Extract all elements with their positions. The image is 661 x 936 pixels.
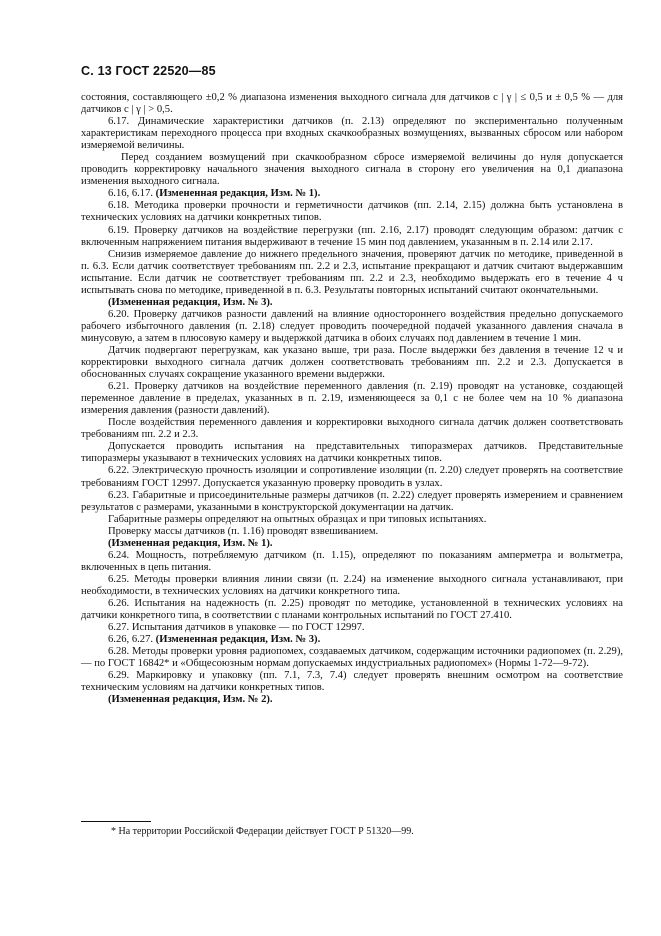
paragraph: 6.21. Проверку датчиков на воздействие переменного давления (п. 2.19) проводят на установке, создающей переменное давление в пределах, указанных в п. 2.19, изменяющееся за 0,1 с не более чем на 10 % диапазона измерения давления (разности давлений). <box>81 381 623 417</box>
paragraph: 6.22. Электрическую прочность изоляции и сопротивление изоляции (п. 2.20) следует проверять на соответствие требованиям ГОСТ 12997. Допускается указанную проверку проводить в узлах. <box>81 465 623 489</box>
paragraph: Проверку массы датчиков (п. 1.16) проводят взвешиванием. <box>108 525 379 537</box>
paragraph: 6.28. Методы проверки уровня радиопомех, создаваемых датчиком, содержащим источники радиопомех (п. 2.29), — по ГОСТ 16842* и «Общесоюзным нормам допускаемых индустриальных радиопомех» (Нормы 1-72—9-72). <box>81 646 623 670</box>
paragraph <box>81 634 623 646</box>
paragraph: 6.24. Мощность, потребляемую датчиком (п. 1.15), определяют по показаниям амперметра и вольтметра, включенных в цепь питания. <box>81 549 623 573</box>
paragraph: Габаритные размеры определяют на опытных образцах и при типовых испытаниях. <box>108 513 487 525</box>
footnote-divider <box>81 821 151 822</box>
paragraph: Перед созданием возмущений при скачкообразном сбросе измеряемой величины до нуля допускается проводить корректировку начального значения выходного сигнала в сторону его увеличения на 0,1 диапазона изменения выходного сигнала. <box>81 152 623 188</box>
paragraph: Снизив измеряемое давление до нижнего предельного значения, проверяют датчик по методике, приведенной в п. 6.3. Если датчик соответствует требованиям пп. 2.2 и 2.3, испытание прекращают и датчик считают выдержавшим испытание. Если датчик не соответствует требованиям пп. 2.2 и 2.3, необходимо выдержать его в течение 4 ч испытывать снова по методике, приведенной в п. 6.3. Результаты повторных испытаний считают окончательными. <box>81 248 623 296</box>
paragraph: состояния, составляющего ±0,2 % диапазона изменения выходного сигнала для датчиков с | γ | ≤ 0,5 и ± 0,5 % — для датчиков с | γ | > 0,5. <box>81 92 623 116</box>
paragraph: 6.19. Проверку датчиков на воздействие перегрузки (пп. 2.16, 2.17) проводят следующим образом: датчик с включенным напряжением питания выдерживают в течение 15 мин под давлением, указанным в п. 2.14 или 2.17. <box>81 224 623 248</box>
paragraph: 6.17. Динамические характеристики датчиков (п. 2.13) определяют по экспериментально полученным характеристикам переходного процесса при входных скачкообразных возмущениях, вызванных сбросом или набором измеряемой величины. <box>81 116 623 152</box>
amendment-note: (Измененная редакция, Изм. № 1). <box>155 188 321 200</box>
paragraph: 6.27. Испытания датчиков в упаковке — по ГОСТ 12997. <box>108 622 365 634</box>
footnote: * На территории Российской Федерации действует ГОСТ Р 51320—99. <box>111 826 414 837</box>
paragraph: 6.18. Методика проверки прочности и герметичности датчиков (пп. 2.14, 2.15) должна быть установлена в технических условиях на датчики конкретных типов. <box>81 200 623 224</box>
paragraph: После воздействия переменного давления и корректировки выходного сигнала датчик должен соответствовать требованиям пп. 2.2 и 2.3. <box>81 417 623 441</box>
document-body <box>81 92 623 706</box>
page-header: С. 13 ГОСТ 22520—85 <box>81 64 216 78</box>
paragraph: 6.25. Методы проверки влияния линии связи (п. 2.24) на изменение выходного сигнала устанавливают, при необходимости, в технических условиях на датчики конкретного типа. <box>81 573 623 597</box>
paragraph-lead: 6.16, 6.17. <box>108 188 156 200</box>
paragraph: 6.20. Проверку датчиков разности давлений на влияние одностороннего воздействия предельно допускаемого рабочего избыточного давления (п. 2.18) следует проводить поочередной подачей указанного давления сначала в минусовую, а затем в плюсовую камеру и выдержкой датчика в обоих случаях под давлением в течение 1 мин. <box>81 308 623 344</box>
paragraph: Допускается проводить испытания на представительных типоразмерах датчиков. Представительные типоразмеры указывают в технических условиях на датчики конкретных типов. <box>81 441 623 465</box>
paragraph: (Измененная редакция, Изм. № 3). <box>108 296 273 308</box>
paragraph: (Измененная редакция, Изм. № 2). <box>108 694 273 706</box>
amendment-note: (Измененная редакция, Изм. № 3). <box>155 634 321 646</box>
paragraph: 6.26. Испытания на надежность (п. 2.25) проводят по методике, установленной в технических условиях на датчики конкретного типа, в соответствии с планами контрольных испытаний по ГОСТ 27.410. <box>81 597 623 622</box>
paragraph: 6.23. Габаритные и присоединительные размеры датчиков (п. 2.22) следует проверять измерением и сравнением результатов с размерами, указанными в конструкторской документации на датчик. <box>81 489 623 513</box>
paragraph <box>81 188 623 200</box>
paragraph: 6.29. Маркировку и упаковку (пп. 7.1, 7.3, 7.4) следует проверять внешним осмотром на соответствие техническим условиям на датчики конкретных типов. <box>81 670 623 694</box>
paragraph: (Измененная редакция, Изм. № 1). <box>108 537 273 549</box>
paragraph: Датчик подвергают перегрузкам, как указано выше, три раза. После выдержки без давления в течение 12 ч и корректировки выходного сигнала датчик должен соответствовать требованиям пп. 2.2 и 2.3. Допускается в обоснованных случаях сокращение указанного времени выдержки. <box>81 344 623 381</box>
paragraph-lead: 6.26, 6.27. <box>108 634 156 646</box>
